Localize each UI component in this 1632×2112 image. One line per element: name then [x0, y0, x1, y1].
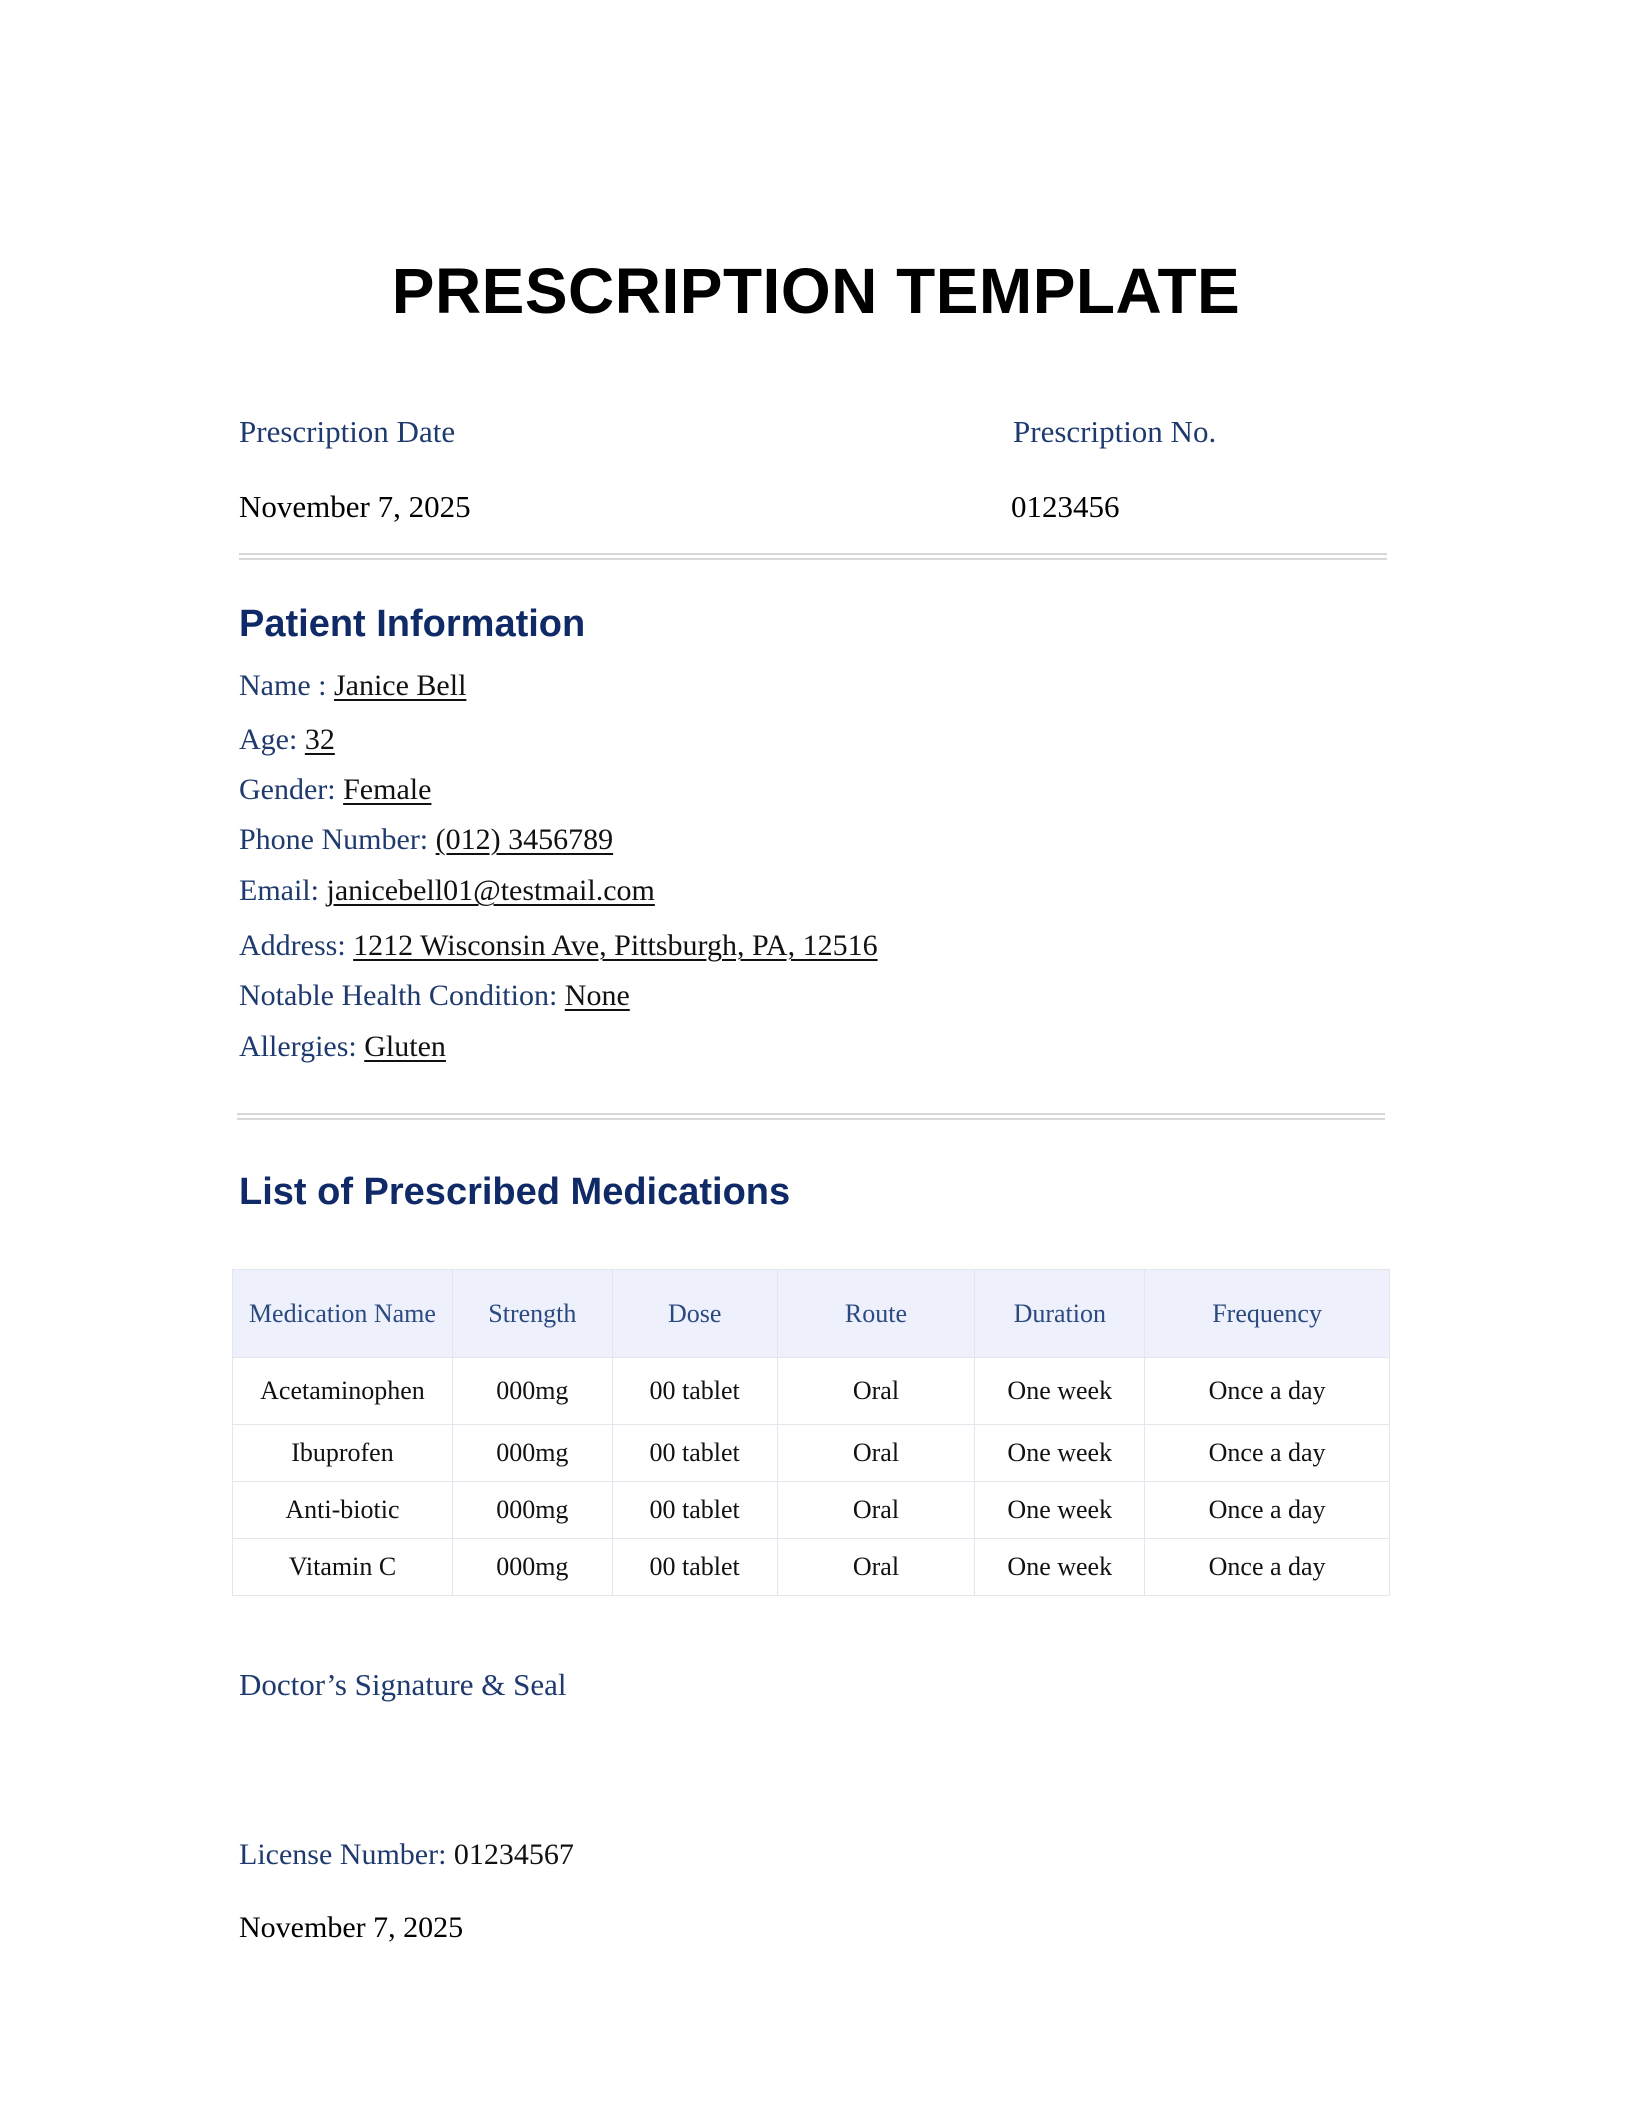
patient-age-value: 32 — [304, 723, 335, 756]
column-header: Dose — [612, 1270, 777, 1358]
patient-allergies-line — [239, 1030, 446, 1064]
patient-allergies-label: Allergies: — [239, 1030, 365, 1063]
column-header: Duration — [975, 1270, 1145, 1358]
medications-table — [232, 1269, 1390, 1596]
patient-gender-label: Gender: — [239, 773, 344, 806]
patient-condition-value: None — [564, 979, 630, 1012]
table-cell: One week — [975, 1425, 1145, 1482]
prescription-date-label: Prescription Date — [239, 414, 456, 449]
column-header: Frequency — [1145, 1270, 1390, 1358]
patient-gender-line — [239, 773, 431, 807]
patient-address-value: 1212 Wisconsin Ave, Pittsburgh, PA, 12516 — [353, 929, 878, 962]
column-header: Strength — [452, 1270, 612, 1358]
table-cell: One week — [975, 1358, 1145, 1425]
table-row — [233, 1539, 1390, 1596]
table-cell: Once a day — [1145, 1358, 1390, 1425]
patient-age-label: Age: — [239, 723, 305, 756]
signature-label: Doctor’s Signature & Seal — [239, 1667, 567, 1702]
table-cell: Once a day — [1145, 1425, 1390, 1482]
license-line — [239, 1838, 574, 1872]
table-cell: 000mg — [452, 1482, 612, 1539]
patient-phone-label: Phone Number: — [239, 823, 436, 856]
patient-email-value: janicebell01@testmail.com — [326, 874, 655, 907]
table-cell: Oral — [777, 1358, 975, 1425]
patient-email-label: Email: — [239, 874, 327, 907]
table-cell: 00 tablet — [612, 1425, 777, 1482]
patient-name-label: Name : — [239, 669, 334, 702]
table-cell: One week — [975, 1482, 1145, 1539]
table-cell: One week — [975, 1539, 1145, 1596]
table-row — [233, 1358, 1390, 1425]
table-cell: Oral — [777, 1425, 975, 1482]
document-title: PRESCRIPTION TEMPLATE — [391, 255, 1241, 327]
table-cell: Vitamin C — [233, 1539, 453, 1596]
patient-address-line — [239, 929, 878, 963]
patient-condition-line — [239, 979, 630, 1013]
table-cell: Oral — [777, 1482, 975, 1539]
table-cell: Ibuprofen — [233, 1425, 453, 1482]
patient-phone-line — [239, 823, 613, 857]
patient-gender-value: Female — [343, 773, 432, 806]
license-value: 01234567 — [453, 1838, 574, 1871]
license-label: License Number: — [239, 1838, 454, 1871]
patient-age-line — [239, 723, 335, 757]
section-divider — [239, 553, 1387, 560]
table-cell: Anti-biotic — [233, 1482, 453, 1539]
table-cell: Once a day — [1145, 1539, 1390, 1596]
medications-heading: List of Prescribed Medications — [239, 1171, 791, 1213]
section-divider — [237, 1113, 1385, 1120]
prescription-number-label: Prescription No. — [1013, 414, 1217, 449]
table-cell: 00 tablet — [612, 1358, 777, 1425]
patient-name-line — [239, 669, 466, 703]
table-cell: 000mg — [452, 1358, 612, 1425]
patient-condition-label: Notable Health Condition: — [239, 979, 565, 1012]
column-header: Route — [777, 1270, 975, 1358]
prescription-date-value: November 7, 2025 — [239, 489, 471, 524]
table-header-row — [233, 1270, 1390, 1358]
table-cell: Acetaminophen — [233, 1358, 453, 1425]
table-row — [233, 1425, 1390, 1482]
table-cell: Once a day — [1145, 1482, 1390, 1539]
patient-phone-value: (012) 3456789 — [435, 823, 614, 856]
patient-email-line — [239, 874, 655, 908]
prescription-number-value: 0123456 — [1011, 489, 1120, 524]
table-cell: 000mg — [452, 1539, 612, 1596]
table-row — [233, 1482, 1390, 1539]
signature-date: November 7, 2025 — [239, 1911, 464, 1944]
patient-address-label: Address: — [239, 929, 354, 962]
table-cell: 00 tablet — [612, 1482, 777, 1539]
patient-name-value: Janice Bell — [333, 669, 467, 702]
patient-allergies-value: Gluten — [364, 1030, 446, 1063]
patient-info-heading: Patient Information — [239, 603, 586, 645]
table-cell: 00 tablet — [612, 1539, 777, 1596]
table-cell: 000mg — [452, 1425, 612, 1482]
table-cell: Oral — [777, 1539, 975, 1596]
column-header: Medication Name — [233, 1270, 453, 1358]
